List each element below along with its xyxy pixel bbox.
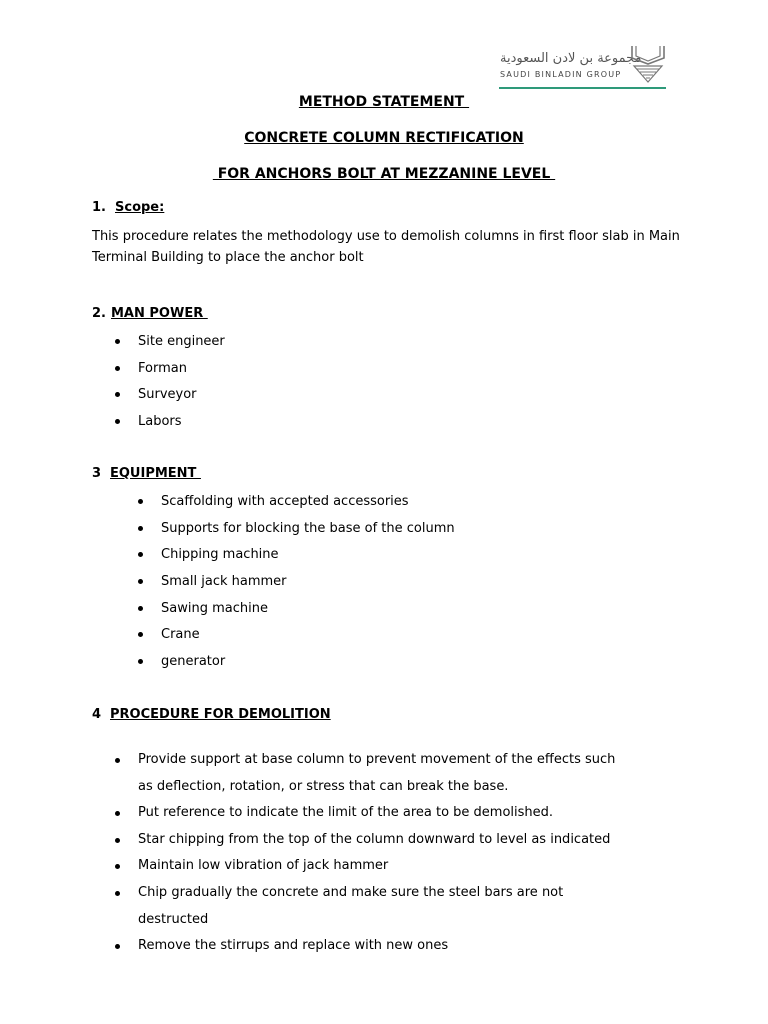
list-item-text: Chipping machine (161, 547, 279, 563)
list-item (138, 413, 225, 440)
list-item-text: Remove the stirrups and replace with new ones (138, 938, 449, 954)
logo-english-text: SAUDI BINLADIN GROUP (500, 70, 622, 79)
bullet-icon (138, 632, 143, 637)
bullet-icon (115, 392, 120, 397)
logo-arabic-text: مجموعة بن لادن السعودية (500, 51, 642, 66)
list-item (161, 626, 455, 653)
section-number: 4 (92, 707, 102, 722)
section-number: 3 (92, 466, 102, 481)
list-item-text: Small jack hammer (161, 574, 287, 590)
list-item-text: Scaffolding with accepted accessories (161, 494, 409, 509)
section-title: EQUIPMENT (110, 466, 201, 481)
bullet-icon (115, 811, 120, 816)
list-item-text: Sawing machine (161, 600, 268, 616)
bullet-icon (115, 419, 120, 424)
list-item (161, 546, 455, 573)
section-number: 1. (92, 200, 106, 215)
section-title: PROCEDURE FOR DEMOLITION (110, 707, 331, 722)
section-heading-scope (92, 200, 164, 215)
list-item (138, 880, 628, 933)
bullet-icon (115, 339, 120, 344)
section-heading-procedure (92, 707, 331, 722)
section-number: 2. (92, 306, 106, 321)
list-item-text: Chip gradually the concrete and make sure the steel bars are not destructed (138, 884, 564, 927)
bullet-icon (115, 366, 120, 371)
section-heading-equipment (92, 466, 201, 481)
list-item-text: Put reference to indicate the limit of the area to be demolished. (138, 805, 554, 821)
list-item (138, 827, 628, 854)
section-title: Scope: (115, 200, 165, 215)
list-item-text: generator (161, 654, 226, 670)
bullet-icon (138, 579, 143, 584)
list-item-text: Surveyor (138, 387, 197, 403)
company-logo (498, 44, 668, 92)
bullet-icon (138, 659, 143, 664)
list-item (138, 747, 628, 800)
equipment-list (161, 493, 455, 680)
bullet-icon (115, 944, 120, 949)
bullet-icon (138, 526, 143, 531)
list-item (138, 800, 628, 827)
list-item-text: Provide support at base column to prevent movement of the effects such as deflection, rotation, or stress that can break the base. (138, 752, 616, 794)
document-subtitle-2: FOR ANCHORS BOLT AT MEZZANINE LEVEL (212, 166, 556, 182)
list-item (161, 653, 455, 680)
section-heading-manpower (92, 306, 208, 321)
scope-paragraph: This procedure relates the methodology use to demolish columns in first floor slab in Main Terminal Building to place the anchor bolt (92, 229, 680, 265)
procedure-list (138, 747, 628, 960)
section-title: MAN POWER (111, 306, 208, 321)
bullet-icon (115, 758, 120, 763)
list-item (138, 386, 225, 413)
list-item (161, 600, 455, 627)
logo-underline (499, 87, 666, 89)
list-item-text: Supports for blocking the base of the column (161, 520, 455, 536)
logo-mark-icon (628, 44, 668, 84)
list-item-text: Site engineer (138, 334, 225, 349)
list-item-text: Labors (138, 414, 182, 430)
list-item-text: Crane (161, 627, 200, 643)
list-item (161, 493, 455, 520)
bullet-icon (138, 552, 143, 557)
list-item (138, 333, 225, 360)
list-item (138, 933, 628, 960)
list-item (138, 360, 225, 387)
manpower-list (138, 333, 225, 440)
bullet-icon (115, 891, 120, 896)
list-item (138, 853, 628, 880)
bullet-icon (115, 864, 120, 869)
bullet-icon (138, 606, 143, 611)
list-item (161, 573, 455, 600)
bullet-icon (115, 838, 120, 843)
list-item (161, 520, 455, 547)
bullet-icon (138, 499, 143, 504)
document-title: METHOD STATEMENT (298, 94, 470, 110)
list-item-text: Forman (138, 360, 187, 376)
document-subtitle: CONCRETE COLUMN RECTIFICATION (244, 130, 524, 146)
list-item-text: Maintain low vibration of jack hammer (138, 858, 389, 874)
list-item-text: Star chipping from the top of the column downward to level as indicated (138, 831, 611, 847)
